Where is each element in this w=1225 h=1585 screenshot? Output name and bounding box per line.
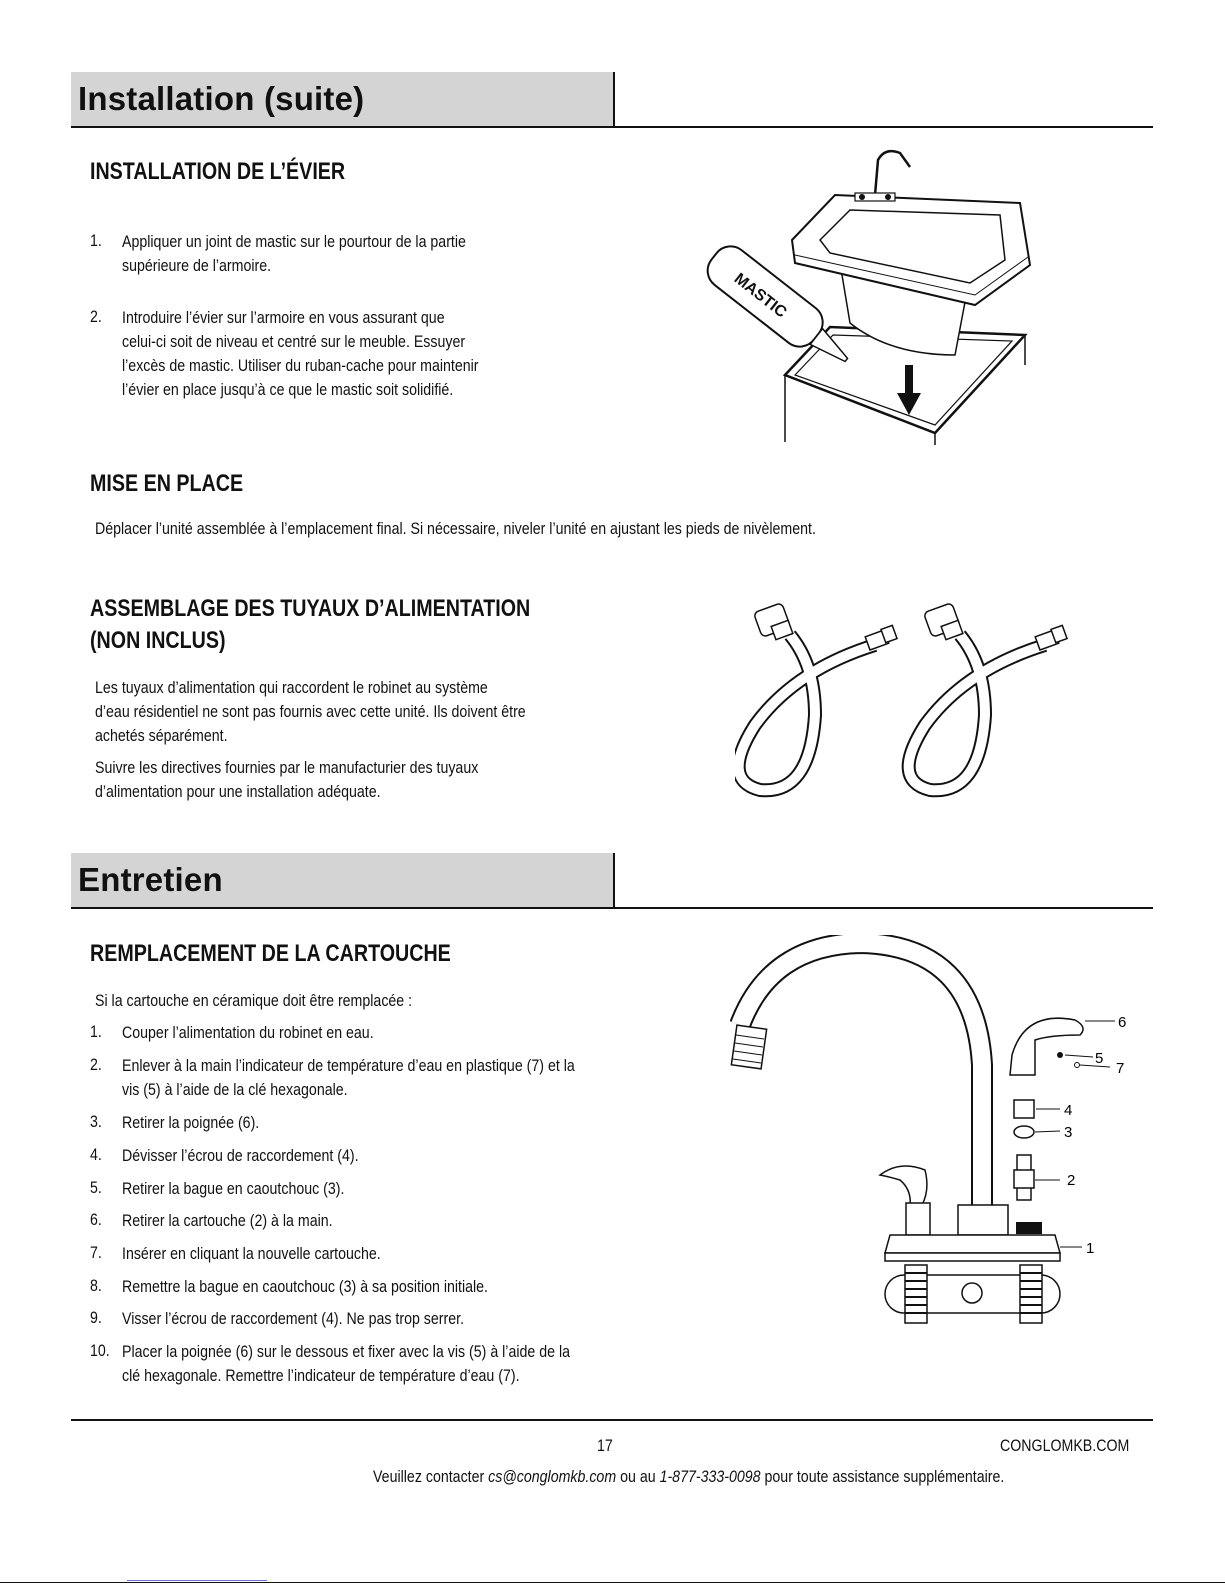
faucet-exploded-illustration (730, 935, 1140, 1335)
placement-text: Déplacer l’unité assemblée à l’emplacement final. Si nécessaire, niveler l’unité en ajustant les pieds de nivèlement. (95, 520, 816, 538)
step-text: Insérer en cliquant la nouvelle cartouche. (122, 1245, 381, 1263)
step-number: 2. (90, 308, 102, 326)
callout-4: 4 (1064, 1102, 1073, 1119)
step-text: Dévisser l’écrou de raccordement (4). (122, 1147, 359, 1165)
hoses-paragraph-2: Suivre les directives fournies par le manufacturier des tuyaux d’alimentation pour une installation adéquate. (95, 759, 479, 801)
heading-sink-install: INSTALLATION DE L’ÉVIER (90, 158, 346, 185)
step-number: 1. (90, 1023, 102, 1041)
page-number: 17 (597, 1437, 613, 1455)
step-text: Retirer la bague en caoutchouc (3). (122, 1180, 345, 1198)
section-banner-maintenance (71, 853, 1153, 909)
section-title: Entretien (78, 861, 223, 898)
step-number: 2. (90, 1056, 102, 1074)
callout-1: 1 (1086, 1240, 1095, 1257)
contact-line: Veuillez contacter cs@conglomkb.com ou au 1-877-333-0098 pour toute assistance supplémentaire. (373, 1468, 1005, 1486)
step-text: Enlever à la main l’indicateur de température d’eau en plastique (7) et la vis (5) à l’aide de la clé hexagonale. (122, 1057, 575, 1099)
heading-cartridge: REMPLACEMENT DE LA CARTOUCHE (90, 940, 451, 967)
step-text: Couper l’alimentation du robinet en eau. (122, 1024, 374, 1042)
step-number: 5. (90, 1179, 102, 1197)
step-number: 6. (90, 1211, 102, 1229)
mastic-label: MASTIC (730, 270, 790, 322)
step-text: Retirer la poignée (6). (122, 1114, 260, 1132)
callout-7: 7 (1116, 1060, 1125, 1077)
step-number: 1. (90, 232, 102, 250)
step-number: 3. (90, 1113, 102, 1131)
supply-hoses-illustration (735, 595, 1075, 810)
page-edge-rule (0, 1582, 1225, 1583)
section-title: Installation (suite) (78, 80, 365, 117)
callout-2: 2 (1067, 1172, 1076, 1189)
step-number: 8. (90, 1277, 102, 1295)
callout-3: 3 (1064, 1124, 1073, 1141)
link-underline (127, 1580, 267, 1581)
sink-illustration (700, 145, 1040, 450)
step-text: Visser l’écrou de raccordement (4). Ne pas trop serrer. (122, 1310, 465, 1328)
footer-rule (71, 1419, 1153, 1421)
step-text: Introduire l’évier sur l’armoire en vous assurant que celui-ci soit de niveau et centré sur le meuble. Essuyer l’excès de mastic. Utiliser du ruban-cache pour maintenir l’évier en place jusqu’à ce que le mastic soit solidifié. (122, 309, 479, 399)
callout-5: 5 (1095, 1050, 1104, 1067)
step-number: 9. (90, 1309, 102, 1327)
callout-6: 6 (1118, 1014, 1127, 1031)
step-text: Remettre la bague en caoutchouc (3) à sa position initiale. (122, 1278, 489, 1296)
step-text: Retirer la cartouche (2) à la main. (122, 1212, 333, 1230)
banner-rule (71, 907, 1153, 909)
heading-placement: MISE EN PLACE (90, 470, 244, 497)
step-text: Placer la poignée (6) sur le dessous et fixer avec la vis (5) à l’aide de la clé hexagonale. Remettre l’indicateur de température d’eau (7). (122, 1343, 571, 1385)
step-number: 10. (90, 1342, 110, 1360)
hoses-paragraph-1: Les tuyaux d’alimentation qui raccordent le robinet au système d’eau résidentiel ne sont pas fournis avec cette unité. Ils doivent être achetés séparément. (95, 679, 526, 745)
step-number: 4. (90, 1146, 102, 1164)
heading-hoses: ASSEMBLAGE DES TUYAUX D’ALIMENTATION (NON INCLUS) (90, 595, 531, 654)
contact-phone[interactable]: 1-877-333-0098 (659, 1468, 761, 1486)
step-number: 7. (90, 1244, 102, 1262)
contact-email[interactable]: cs@conglomkb.com (488, 1468, 617, 1486)
site-name: CONGLOMKB.COM (1000, 1437, 1130, 1455)
cartridge-intro: Si la cartouche en céramique doit être remplacée : (95, 992, 413, 1010)
step-text: Appliquer un joint de mastic sur le pourtour de la partie supérieure de l’armoire. (122, 233, 466, 275)
section-banner-installation (71, 72, 1153, 128)
banner-rule (71, 126, 1153, 128)
